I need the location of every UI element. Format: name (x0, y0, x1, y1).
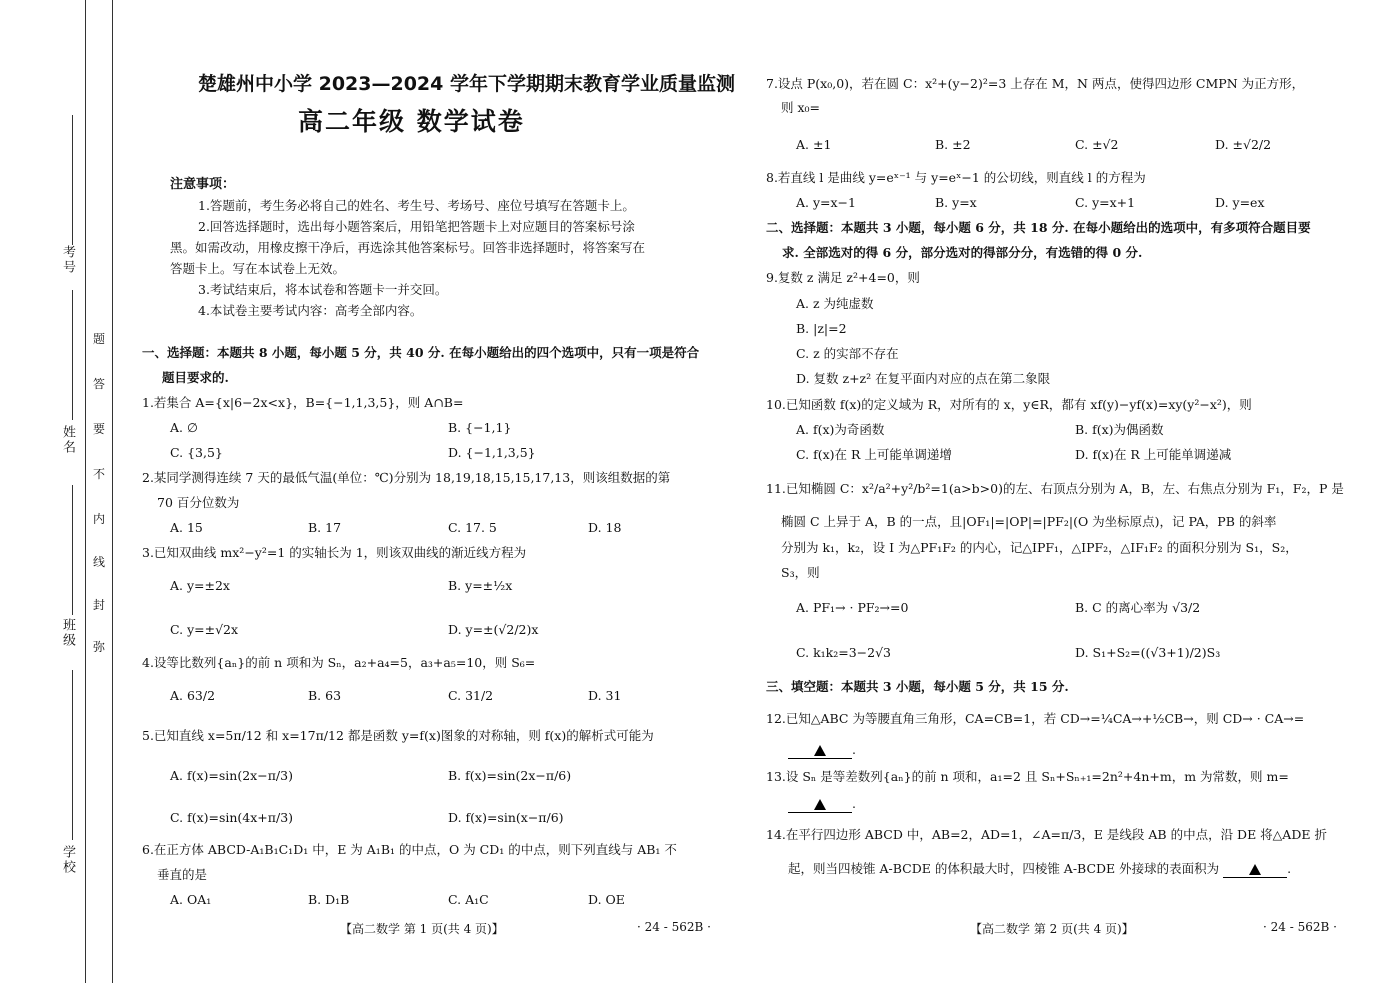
option: C. 31/2 (448, 688, 494, 703)
option: D. ±√2/2 (1215, 137, 1272, 152)
question-6: 6.在正方体 ABCD-A₁B₁C₁D₁ 中，E 为 A₁B₁ 的中点，O 为 CD₁ 的中点，则下列直线与 AB₁ 不 (142, 842, 677, 857)
option: B. ±2 (935, 137, 971, 152)
option: D. y=±(√2/2)x (448, 622, 539, 637)
question-9: 9.复数 z 满足 z²+4=0，则 (766, 270, 920, 285)
answer-blank-12: . (788, 742, 856, 759)
seal-char: 题 (93, 332, 106, 346)
option: C. A₁C (448, 892, 489, 907)
notice-heading: 注意事项： (170, 177, 236, 192)
question-13: 13.设 Sₙ 是等差数列{aₙ}的前 n 项和，a₁=2 且 Sₙ+Sₙ₊₁=2n²+4n+m，m 为常数，则 m= (766, 769, 1289, 784)
triangle-icon (814, 745, 826, 756)
option: D. 18 (588, 520, 622, 535)
option: B. 63 (308, 688, 342, 703)
name-blank-line (72, 290, 73, 420)
option: B. f(x)=sin(2x−π/6) (448, 768, 572, 783)
seal-char: 不 (93, 467, 106, 481)
triangle-icon (1249, 864, 1261, 875)
question-1: 1.若集合 A={x|6−2x<x}，B={−1,1,3,5}，则 A∩B= (142, 395, 464, 410)
question-11: 11.已知椭圆 C：x²/a²+y²/b²=1(a>b>0)的左、右顶点分别为 A，B，左、右焦点分别为 F₁，F₂，P 是 (766, 481, 1344, 496)
question-14-cont: 起，则当四棱锥 A-BCDE 的体积最大时，四棱锥 A-BCDE 外接球的表面积为 . (788, 861, 1292, 876)
option: A. y=±2x (170, 578, 230, 593)
school-label: 学校 (60, 845, 75, 875)
option: A. ∅ (170, 420, 198, 435)
page-2-code: · 24 - 562B · (1263, 920, 1337, 934)
answer-blank-13: . (788, 796, 856, 813)
option: C. {3,5} (170, 445, 223, 460)
question-5: 5.已知直线 x=5π/12 和 x=17π/12 都是函数 y=f(x)图象的对称轴，则 f(x)的解析式可能为 (142, 728, 654, 743)
option: B. y=±½x (448, 578, 513, 593)
option: A. PF₁→ · PF₂→=0 (796, 600, 909, 615)
question-10: 10.已知函数 f(x)的定义域为 R，对所有的 x，y∈R，都有 xf(y)−yf(x)=xy(y²−x²)，则 (766, 397, 1252, 412)
page-2-footer: 【高二数学 第 2 页(共 4 页)】 (970, 922, 1134, 936)
option: A. OA₁ (170, 892, 212, 907)
question-11-cont: S₃，则 (781, 565, 820, 580)
option: A. f(x)=sin(2x−π/3) (170, 768, 293, 783)
seal-char: 线 (93, 555, 106, 569)
option: D. 复数 z+z² 在复平面内对应的点在第二象限 (796, 371, 1051, 386)
class-blank-line (72, 485, 73, 615)
section-1-heading: 一、选择题：本题共 8 小题，每小题 5 分，共 40 分. 在每小题给出的四个选项中，只有一项是符合 (142, 345, 700, 360)
question-6-cont: 垂直的是 (157, 867, 208, 882)
question-11-cont: 分别为 k₁，k₂，设 I 为△PF₁F₂ 的内心，记△IPF₁，△IPF₂，△IF₁F₂ 的面积分别为 S₁，S₂， (781, 540, 1298, 555)
notice-line: 黑。如需改动，用橡皮擦干净后，再选涂其他答案标号。回答非选择题时，将答案写在 (170, 240, 646, 255)
option: A. y=x−1 (796, 195, 856, 210)
question-4: 4.设等比数列{aₙ}的前 n 项和为 Sₙ，a₂+a₄=5，a₃+a₅=10，则 S₆= (142, 655, 536, 670)
option: C. 17. 5 (448, 520, 497, 535)
option: A. ±1 (796, 137, 832, 152)
triangle-icon (814, 799, 826, 810)
seal-char: 答 (93, 377, 106, 391)
seal-char: 内 (93, 512, 106, 526)
margin-border-line (112, 0, 113, 983)
option: D. f(x)在 R 上可能单调递减 (1075, 447, 1232, 462)
option: A. 63/2 (170, 688, 216, 703)
option: B. y=x (935, 195, 977, 210)
question-8: 8.若直线 l 是曲线 y=eˣ⁻¹ 与 y=eˣ−1 的公切线，则直线 l 的方程为 (766, 170, 1146, 185)
option: A. f(x)为奇函数 (796, 422, 885, 437)
option: A. 15 (170, 520, 203, 535)
option: C. y=x+1 (1075, 195, 1136, 210)
seal-char: 封 (93, 598, 106, 612)
option: D. 31 (588, 688, 622, 703)
option: C. k₁k₂=3−2√3 (796, 645, 892, 660)
question-11-cont: 椭圆 C 上异于 A，B 的一点，且|OF₁|=|OP|=|PF₂|(O 为坐标原点)，记 PA，PB 的斜率 (781, 514, 1277, 529)
kaohao-blank-line (72, 115, 73, 245)
seal-line (85, 0, 86, 983)
question-2: 2.某同学测得连续 7 天的最低气温(单位：℃)分别为 18,19,18,15,15,17,13，则该组数据的第 (142, 470, 671, 485)
page-1-code: · 24 - 562B · (637, 920, 711, 934)
question-14-text: 起，则当四棱锥 A-BCDE 的体积最大时，四棱锥 A-BCDE 外接球的表面积为 (788, 861, 1220, 876)
name-label: 姓名 (60, 425, 75, 455)
option: C. f(x)在 R 上可能单调递增 (796, 447, 952, 462)
notice-line: 3.考试结束后，将本试卷和答题卡一并交回。 (198, 282, 448, 297)
seal-char: 要 (93, 422, 106, 436)
page-1-footer: 【高二数学 第 1 页(共 4 页)】 (340, 922, 504, 936)
question-7: 7.设点 P(x₀,0)，若在圆 C：x²+(y−2)²=3 上存在 M，N 两点，使得四边形 CMPN 为正方形， (766, 76, 1305, 91)
option: B. D₁B (308, 892, 350, 907)
seal-char: 弥 (93, 640, 106, 654)
notice-line: 2.回答选择题时，选出每小题答案后，用铅笔把答题卡上对应题目的答案标号涂 (198, 219, 635, 234)
question-12: 12.已知△ABC 为等腰直角三角形，CA=CB=1，若 CD→=¼CA→+½CB→，则 CD→ · CA→= (766, 711, 1305, 726)
option: C. ±√2 (1075, 137, 1119, 152)
question-14: 14.在平行四边形 ABCD 中，AB=2，AD=1，∠A=π/3，E 是线段 AB 的中点，沿 DE 将△ADE 折 (766, 827, 1327, 842)
section-2-heading-cont: 求. 全部选对的得 6 分，部分选对的得部分分，有选错的得 0 分. (782, 245, 1143, 260)
question-3: 3.已知双曲线 mx²−y²=1 的实轴长为 1，则该双曲线的渐近线方程为 (142, 545, 527, 560)
option: B. f(x)为偶函数 (1075, 422, 1164, 437)
exam-title: 楚雄州中小学 2023—2024 学年下学期期末教育学业质量监测 (198, 73, 735, 95)
notice-line: 1.答题前，考生务必将自己的姓名、考生号、考场号、座位号填写在答题卡上。 (198, 198, 635, 213)
option: D. {−1,1,3,5} (448, 445, 536, 460)
option: C. f(x)=sin(4x+π/3) (170, 810, 294, 825)
option: B. 17 (308, 520, 342, 535)
notice-line: 4.本试卷主要考试内容：高考全部内容。 (198, 303, 423, 318)
option: D. f(x)=sin(x−π/6) (448, 810, 564, 825)
question-7-cont: 则 x₀= (781, 100, 821, 115)
notice-line: 答题卡上。写在本试卷上无效。 (170, 261, 346, 276)
class-label: 班级 (60, 618, 75, 648)
option: D. S₁+S₂=((√3+1)/2)S₃ (1075, 645, 1221, 660)
option: D. y=ex (1215, 195, 1265, 210)
question-2-cont: 70 百分位数为 (157, 495, 240, 510)
option: C. z 的实部不存在 (796, 346, 899, 361)
exam-subtitle: 高二年级 数学试卷 (298, 107, 525, 136)
section-1-heading-cont: 题目要求的. (162, 370, 229, 385)
option: B. |z|=2 (796, 321, 847, 336)
option: B. C 的离心率为 √3/2 (1075, 600, 1201, 615)
section-2-heading: 二、选择题：本题共 3 小题，每小题 6 分，共 18 分. 在每小题给出的选项中，有多项符合题目要 (766, 220, 1311, 235)
section-3-heading: 三、填空题：本题共 3 小题，每小题 5 分，共 15 分. (766, 679, 1069, 694)
kaohao-label: 考号 (60, 245, 75, 275)
option: B. {−1,1} (448, 420, 512, 435)
option: A. z 为纯虚数 (796, 296, 874, 311)
option: C. y=±√2x (170, 622, 239, 637)
school-blank-line (72, 670, 73, 840)
option: D. OE (588, 892, 625, 907)
